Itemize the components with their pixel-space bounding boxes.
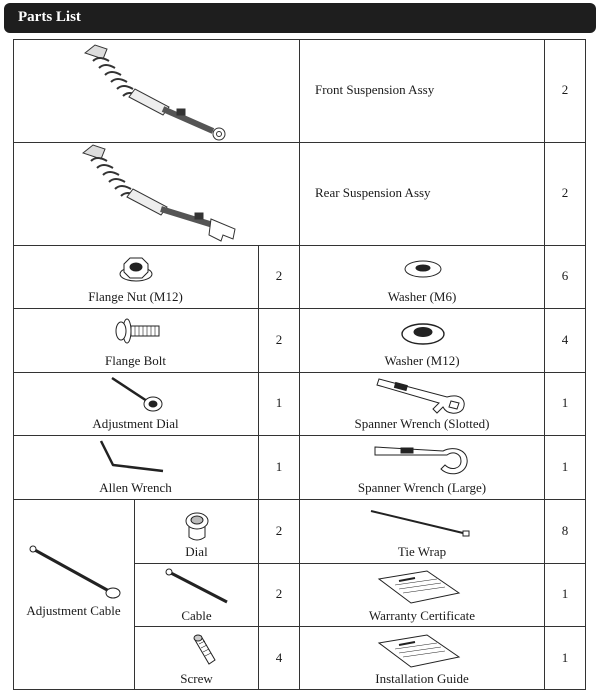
screw-illustration (191, 634, 219, 668)
adjustment-cable-illustration (27, 543, 123, 601)
screw-qty: 4 (275, 650, 283, 665)
installation-guide-qty: 1 (561, 650, 569, 665)
tie-wrap-qty: 8 (561, 523, 569, 538)
tie-wrap-name: Tie Wrap (397, 544, 447, 559)
dial-name: Dial (185, 544, 208, 559)
spanner-large-name: Spanner Wrench (Large) (357, 480, 487, 495)
rear-suspension-name: Rear Suspension Assy (315, 185, 431, 200)
adjustment-dial-illustration (109, 375, 165, 413)
front-suspension-illustration (73, 41, 233, 141)
washer-m6-illustration (403, 259, 443, 279)
warranty-certificate-illustration (377, 569, 461, 605)
spanner-slotted-qty: 1 (561, 395, 569, 410)
flange-bolt-qty: 2 (275, 332, 283, 347)
adjustment-dial-qty: 1 (275, 395, 283, 410)
front-suspension-name: Front Suspension Assy (315, 82, 435, 97)
front-suspension-qty: 2 (561, 82, 569, 97)
spanner-large-illustration (373, 441, 473, 479)
washer-m12-qty: 4 (561, 332, 569, 347)
cable-name: Cable (181, 608, 212, 623)
adjustment-dial-name: Adjustment Dial (92, 416, 179, 431)
dial-qty: 2 (275, 523, 283, 538)
cable-illustration (163, 568, 233, 604)
parts-table (13, 39, 586, 690)
dial-illustration (183, 509, 211, 543)
rear-suspension-illustration (73, 143, 243, 243)
washer-m6-qty: 6 (561, 268, 569, 283)
flange-bolt-illustration (113, 316, 163, 346)
washer-m12-name: Washer (M12) (384, 353, 460, 368)
allen-wrench-illustration (95, 439, 167, 475)
parts-list-header (4, 3, 596, 33)
flange-nut-name: Flange Nut (M12) (88, 289, 183, 304)
allen-wrench-qty: 1 (275, 459, 283, 474)
cable-qty: 2 (275, 586, 283, 601)
screw-name: Screw (180, 671, 213, 686)
warranty-certificate-qty: 1 (561, 586, 569, 601)
installation-guide-illustration (377, 633, 461, 669)
flange-bolt-name: Flange Bolt (104, 353, 167, 368)
page-title: Parts List (18, 9, 81, 25)
spanner-slotted-illustration (375, 375, 471, 417)
spanner-slotted-name: Spanner Wrench (Slotted) (354, 416, 490, 431)
spanner-large-qty: 1 (561, 459, 569, 474)
allen-wrench-name: Allen Wrench (99, 480, 172, 495)
rear-suspension-qty: 2 (561, 185, 569, 200)
tie-wrap-illustration (369, 509, 473, 539)
washer-m12-illustration (400, 321, 446, 345)
warranty-certificate-name: Warranty Certificate (368, 608, 476, 623)
flange-nut-illustration (119, 254, 153, 284)
adjustment-cable-name: Adjustment Cable (26, 603, 121, 618)
flange-nut-qty: 2 (275, 268, 283, 283)
washer-m6-name: Washer (M6) (387, 289, 457, 304)
installation-guide-name: Installation Guide (375, 671, 469, 686)
